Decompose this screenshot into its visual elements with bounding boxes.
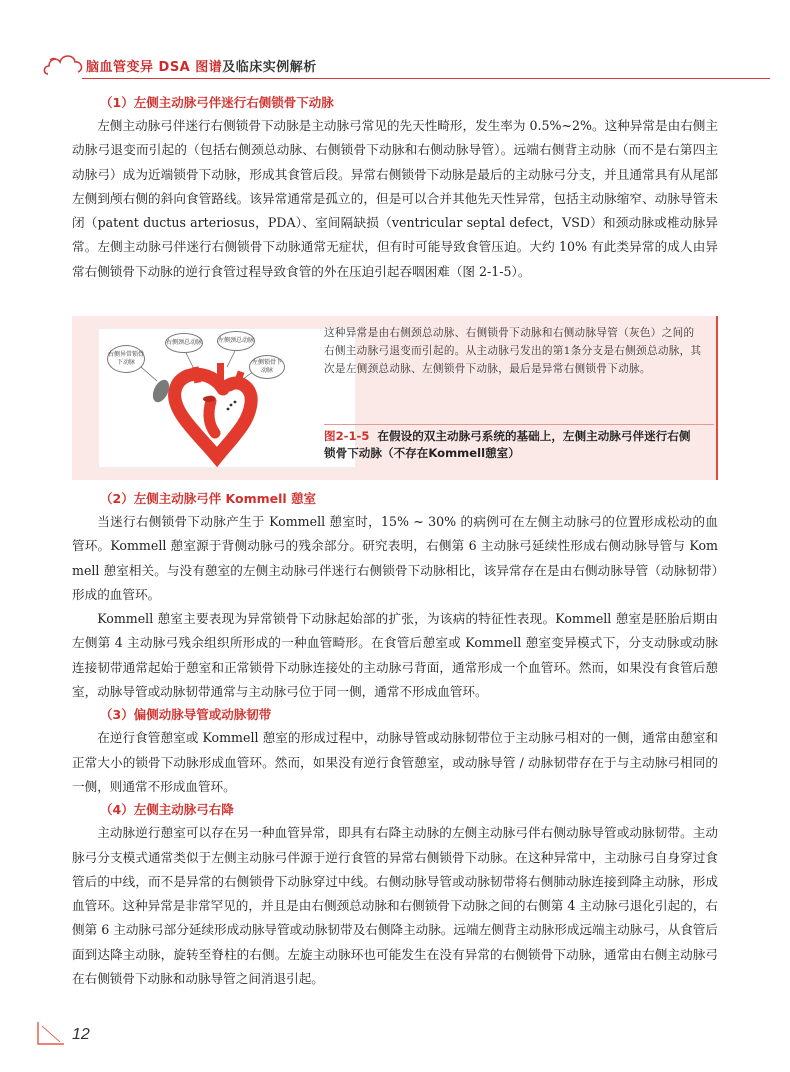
label-right-subclavian: 右侧异常锁骨下动脉	[107, 345, 145, 373]
header-divider	[82, 78, 770, 79]
body-paragraph: Kommell 憩室主要表现为异常锁骨下动脉起始部的扩张，为该病的特征性表现。Kommell 憩室是胚胎后期由左侧第 4 主动脉弓残余组织所形成的一种血管畸形。在食管后憩室或 Kommell 憩室变异模式下，分支动脉或动脉连接韧带通常起始于憩室和正常锁骨下动脉连接处的主动脉弓背面，通常形成一个血管环。然而，如果没有食管后憩室，动脉导管或动脉韧带通常与主动脉弓位于同一侧，通常不形成血管环。	[72, 611, 718, 700]
label-left-carotid: 左侧颈总动脉	[217, 331, 255, 351]
figure-caption-text: 在假设的双主动脉弓系统的基础上，左侧主动脉弓伴迷行右侧锁骨下动脉（不存在Kommell憩室）	[324, 429, 691, 460]
page-header	[30, 38, 770, 78]
body-paragraph: 左侧主动脉弓伴迷行右侧锁骨下动脉是主动脉弓常见的先天性畸形，发生率为 0.5%~2%。这种异常是由右侧主动脉弓退变而引起的（包括右侧颈总动脉、右侧锁骨下动脉和右侧动脉导管）。远端右侧背主动脉（而不是右第四主动脉弓）成为近端锁骨下动脉，形成其食管后段。异常右侧锁骨下动脉是最后的主动脉弓分支，并且通常具有从尾部左侧到颅右侧的斜向食管路线。该异常通常是孤立的，但是可以合并其他先天性异常，包括主动脉缩窄、动脉导管未闭（patent ductus arteriosus，PDA）、室间隔缺损（ventricular septal defect，VSD）和颈动脉或椎动脉异常。左侧主动脉弓伴迷行右侧锁骨下动脉通常无症状，但有时可能导致食管压迫。大约 10% 有此类异常的成人由异常右侧锁骨下动脉的逆行食管过程导致食管的外在压迫引起吞咽困难（图 2-1-5）。	[72, 118, 718, 279]
corner-ornament-icon	[36, 1020, 66, 1046]
cloud-logo-icon	[42, 48, 88, 78]
figure-description: 这种异常是由右侧颈总动脉、右侧锁骨下动脉和右侧动脉导管（灰色）之间的右侧主动脉弓退变而引起的。从主动脉弓发出的第1条分支是右侧颈总动脉，其次是左侧颈总动脉、左侧锁骨下动脉，最后是异常右侧锁骨下动脉。	[324, 327, 702, 375]
section-1	[72, 92, 718, 284]
section-heading: （1）左侧主动脉弓伴迷行右侧锁骨下动脉	[100, 95, 334, 110]
section-heading: （2）左侧主动脉弓伴 Kommell 憩室	[100, 491, 317, 506]
body-paragraph: 当迷行右侧锁骨下动脉产生于 Kommell 憩室时，15% ~ 30% 的病例可在左侧主动脉弓的位置形成松动的血管环。Kommell 憩室源于背侧动脉弓的残余部分。研究表明，右侧第 6 主动脉弓延续性形成右侧动脉导管与 Kommell 憩室相关。与没有憩室的左侧主动脉弓伴迷行右侧锁骨下动脉相比，该异常存在是由右侧动脉导管（动脉韧带）形成的血管环。	[72, 514, 718, 602]
page-number: 12	[72, 1026, 90, 1043]
section-heading: （4）左侧主动脉弓右降	[100, 802, 234, 818]
figure-2-1-5	[72, 316, 718, 480]
aortic-arch-diagram	[98, 328, 356, 468]
running-header-title: 脑血管变异 DSA 图谱及临床实例解析	[86, 60, 317, 75]
figure-caption	[324, 428, 702, 462]
section-heading: （3）偏侧动脉导管或动脉韧带	[100, 707, 272, 723]
figure-number: 图2-1-5	[324, 429, 370, 443]
sections-2-4	[72, 488, 718, 991]
body-paragraph: 在逆行食管憩室或 Kommell 憩室的形成过程中，动脉导管或动脉韧带位于主动脉弓相对的一侧，通常由憩室和正常大小的锁骨下动脉形成血管环。然而，如果没有逆行食管憩室，或动脉导管 / 动脉韧带存在于与主动脉弓相同的一侧，则通常不形成血管环。	[72, 730, 718, 794]
label-right-carotid: 右侧颈总动脉	[165, 333, 203, 353]
body-paragraph: 主动脉逆行憩室可以存在另一种血管异常，即具有右降主动脉的左侧主动脉弓伴右侧动脉导管或动脉韧带。主动脉弓分支模式通常类似于左侧主动脉弓伴源于逆行食管的异常右侧锁骨下动脉。在这种异常中，主动脉弓自身穿过食管后的中线，而不是异常的右侧锁骨下动脉穿过中线。右侧动脉导管或动脉韧带将右侧肺动脉连接到降主动脉，形成血管环。这种异常是非常罕见的，并且是由右侧颈总动脉和右侧锁骨下动脉之间的右侧第 4 主动脉弓退化引起的，右侧第 6 主动脉弓部分延续形成动脉导管或动脉韧带及右侧降主动脉。远端左侧背主动脉形成远端主动脉弓，从食管后面到达降主动脉，旋转至脊柱的右侧。左旋主动脉环也可能发生在没有异常的右侧锁骨下动脉，通常由右侧主动脉弓在右侧锁骨下动脉和动脉导管之间消退引起。	[72, 825, 718, 987]
label-left-subclavian: 左侧锁骨下动脉	[249, 355, 285, 379]
caption-divider	[324, 424, 714, 425]
